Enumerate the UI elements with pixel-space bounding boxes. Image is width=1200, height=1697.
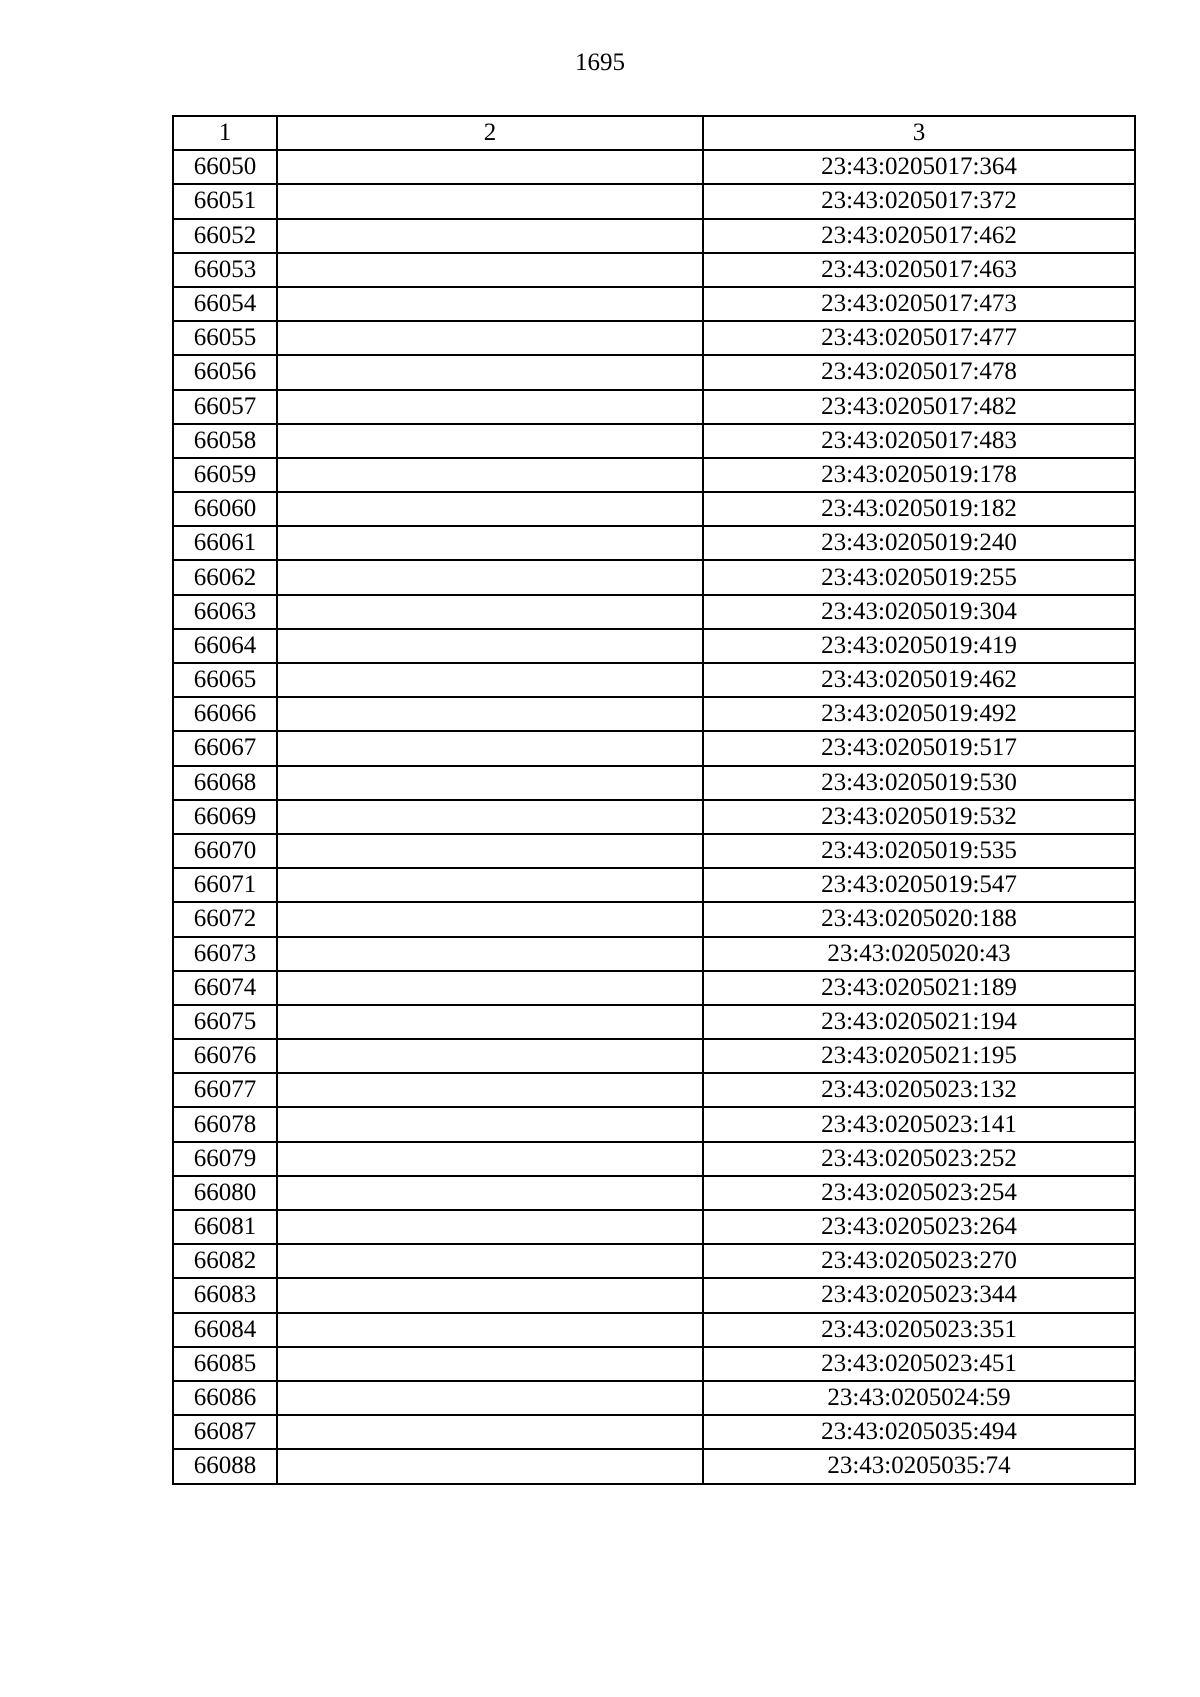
description-cell (277, 1039, 703, 1073)
cadastral-number-cell: 23:43:0205017:462 (703, 219, 1135, 253)
cadastral-number-cell: 23:43:0205021:189 (703, 971, 1135, 1005)
table-row (173, 1313, 1135, 1347)
description-cell (277, 1244, 703, 1278)
description-cell (277, 800, 703, 834)
table-row (173, 1347, 1135, 1381)
cadastral-number-cell: 23:43:0205019:492 (703, 697, 1135, 731)
table-row (173, 219, 1135, 253)
table-row (173, 492, 1135, 526)
cadastral-number-cell: 23:43:0205019:178 (703, 458, 1135, 492)
table-row (173, 1381, 1135, 1415)
description-cell (277, 834, 703, 868)
row-number-cell: 66060 (173, 492, 277, 526)
description-cell (277, 253, 703, 287)
row-number-cell: 66059 (173, 458, 277, 492)
description-cell (277, 1313, 703, 1347)
row-number-cell: 66052 (173, 219, 277, 253)
row-number-cell: 66087 (173, 1415, 277, 1449)
row-number-cell: 66073 (173, 937, 277, 971)
description-cell (277, 424, 703, 458)
row-number-cell: 66082 (173, 1244, 277, 1278)
cadastral-number-cell: 23:43:0205017:364 (703, 150, 1135, 184)
description-cell (277, 1176, 703, 1210)
description-cell (277, 1142, 703, 1176)
cadastral-number-cell: 23:43:0205023:264 (703, 1210, 1135, 1244)
row-number-cell: 66071 (173, 868, 277, 902)
description-cell (277, 868, 703, 902)
table-row (173, 253, 1135, 287)
description-cell (277, 560, 703, 594)
row-number-cell: 66085 (173, 1347, 277, 1381)
cadastral-number-cell: 23:43:0205019:182 (703, 492, 1135, 526)
row-number-cell: 66061 (173, 526, 277, 560)
table-row (173, 424, 1135, 458)
table-row (173, 1449, 1135, 1483)
description-cell (277, 458, 703, 492)
row-number-cell: 66068 (173, 766, 277, 800)
table-row (173, 526, 1135, 560)
row-number-cell: 66053 (173, 253, 277, 287)
description-cell (277, 1005, 703, 1039)
table-body (173, 150, 1135, 1483)
cadastral-number-cell: 23:43:0205020:43 (703, 937, 1135, 971)
table-row (173, 1142, 1135, 1176)
row-number-cell: 66077 (173, 1073, 277, 1107)
description-cell (277, 526, 703, 560)
table-row (173, 971, 1135, 1005)
cadastral-number-cell: 23:43:0205021:194 (703, 1005, 1135, 1039)
description-cell (277, 1381, 703, 1415)
table-row (173, 800, 1135, 834)
cadastral-number-cell: 23:43:0205035:494 (703, 1415, 1135, 1449)
cadastral-number-cell: 23:43:0205017:372 (703, 184, 1135, 218)
description-cell (277, 150, 703, 184)
cadastral-number-cell: 23:43:0205023:270 (703, 1244, 1135, 1278)
description-cell (277, 1415, 703, 1449)
row-number-cell: 66088 (173, 1449, 277, 1483)
cadastral-number-cell: 23:43:0205017:463 (703, 253, 1135, 287)
row-number-cell: 66067 (173, 731, 277, 765)
row-number-cell: 66056 (173, 355, 277, 389)
description-cell (277, 663, 703, 697)
registry-table (172, 115, 1136, 1485)
cadastral-number-cell: 23:43:0205024:59 (703, 1381, 1135, 1415)
table-row (173, 355, 1135, 389)
table-row (173, 184, 1135, 218)
table-row (173, 390, 1135, 424)
cadastral-number-cell: 23:43:0205017:478 (703, 355, 1135, 389)
cadastral-number-cell: 23:43:0205017:477 (703, 321, 1135, 355)
cadastral-number-cell: 23:43:0205035:74 (703, 1449, 1135, 1483)
description-cell (277, 766, 703, 800)
cadastral-number-cell: 23:43:0205019:419 (703, 629, 1135, 663)
table-row (173, 560, 1135, 594)
table-row (173, 697, 1135, 731)
cadastral-number-cell: 23:43:0205019:304 (703, 595, 1135, 629)
cadastral-number-cell: 23:43:0205023:132 (703, 1073, 1135, 1107)
description-cell (277, 184, 703, 218)
cadastral-number-cell: 23:43:0205023:451 (703, 1347, 1135, 1381)
cadastral-number-cell: 23:43:0205023:344 (703, 1278, 1135, 1312)
cadastral-number-cell: 23:43:0205017:473 (703, 287, 1135, 321)
row-number-cell: 66076 (173, 1039, 277, 1073)
row-number-cell: 66072 (173, 902, 277, 936)
row-number-cell: 66065 (173, 663, 277, 697)
row-number-cell: 66079 (173, 1142, 277, 1176)
table-row (173, 321, 1135, 355)
cadastral-number-cell: 23:43:0205019:530 (703, 766, 1135, 800)
cadastral-number-cell: 23:43:0205023:351 (703, 1313, 1135, 1347)
column-header-2: 2 (277, 116, 703, 150)
row-number-cell: 66078 (173, 1107, 277, 1141)
description-cell (277, 595, 703, 629)
table-row (173, 150, 1135, 184)
description-cell (277, 731, 703, 765)
row-number-cell: 66057 (173, 390, 277, 424)
column-header-3: 3 (703, 116, 1135, 150)
description-cell (277, 492, 703, 526)
description-cell (277, 1073, 703, 1107)
row-number-cell: 66081 (173, 1210, 277, 1244)
row-number-cell: 66058 (173, 424, 277, 458)
cadastral-number-cell: 23:43:0205019:547 (703, 868, 1135, 902)
row-number-cell: 66075 (173, 1005, 277, 1039)
row-number-cell: 66050 (173, 150, 277, 184)
row-number-cell: 66074 (173, 971, 277, 1005)
table-row (173, 1176, 1135, 1210)
table-row (173, 902, 1135, 936)
table-row (173, 731, 1135, 765)
row-number-cell: 66084 (173, 1313, 277, 1347)
cadastral-number-cell: 23:43:0205019:517 (703, 731, 1135, 765)
description-cell (277, 1347, 703, 1381)
table-row (173, 663, 1135, 697)
description-cell (277, 1107, 703, 1141)
table-row (173, 629, 1135, 663)
cadastral-number-cell: 23:43:0205017:483 (703, 424, 1135, 458)
row-number-cell: 66069 (173, 800, 277, 834)
description-cell (277, 1449, 703, 1483)
table-row (173, 1073, 1135, 1107)
table-row (173, 1005, 1135, 1039)
row-number-cell: 66055 (173, 321, 277, 355)
table-row (173, 1107, 1135, 1141)
cadastral-number-cell: 23:43:0205023:252 (703, 1142, 1135, 1176)
table-row (173, 937, 1135, 971)
table-row (173, 834, 1135, 868)
description-cell (277, 697, 703, 731)
description-cell (277, 1278, 703, 1312)
cadastral-number-cell: 23:43:0205019:240 (703, 526, 1135, 560)
row-number-cell: 66080 (173, 1176, 277, 1210)
table-row (173, 458, 1135, 492)
description-cell (277, 390, 703, 424)
table-row (173, 1415, 1135, 1449)
description-cell (277, 321, 703, 355)
row-number-cell: 66062 (173, 560, 277, 594)
description-cell (277, 219, 703, 253)
description-cell (277, 937, 703, 971)
cadastral-number-cell: 23:43:0205019:462 (703, 663, 1135, 697)
row-number-cell: 66054 (173, 287, 277, 321)
table-header-row (173, 116, 1135, 150)
description-cell (277, 902, 703, 936)
row-number-cell: 66064 (173, 629, 277, 663)
description-cell (277, 629, 703, 663)
description-cell (277, 287, 703, 321)
page-number: 1695 (575, 49, 625, 76)
description-cell (277, 355, 703, 389)
row-number-cell: 66070 (173, 834, 277, 868)
column-header-1: 1 (173, 116, 277, 150)
cadastral-number-cell: 23:43:0205019:255 (703, 560, 1135, 594)
description-cell (277, 1210, 703, 1244)
description-cell (277, 971, 703, 1005)
cadastral-number-cell: 23:43:0205021:195 (703, 1039, 1135, 1073)
row-number-cell: 66083 (173, 1278, 277, 1312)
row-number-cell: 66051 (173, 184, 277, 218)
table-row (173, 287, 1135, 321)
row-number-cell: 66066 (173, 697, 277, 731)
table-row (173, 766, 1135, 800)
table-row (173, 1278, 1135, 1312)
row-number-cell: 66063 (173, 595, 277, 629)
table-row (173, 1039, 1135, 1073)
row-number-cell: 66086 (173, 1381, 277, 1415)
cadastral-number-cell: 23:43:0205019:535 (703, 834, 1135, 868)
cadastral-number-cell: 23:43:0205017:482 (703, 390, 1135, 424)
cadastral-number-cell: 23:43:0205019:532 (703, 800, 1135, 834)
table-row (173, 595, 1135, 629)
cadastral-number-cell: 23:43:0205020:188 (703, 902, 1135, 936)
table-row (173, 1244, 1135, 1278)
cadastral-number-cell: 23:43:0205023:141 (703, 1107, 1135, 1141)
table-row (173, 868, 1135, 902)
cadastral-number-cell: 23:43:0205023:254 (703, 1176, 1135, 1210)
table-row (173, 1210, 1135, 1244)
